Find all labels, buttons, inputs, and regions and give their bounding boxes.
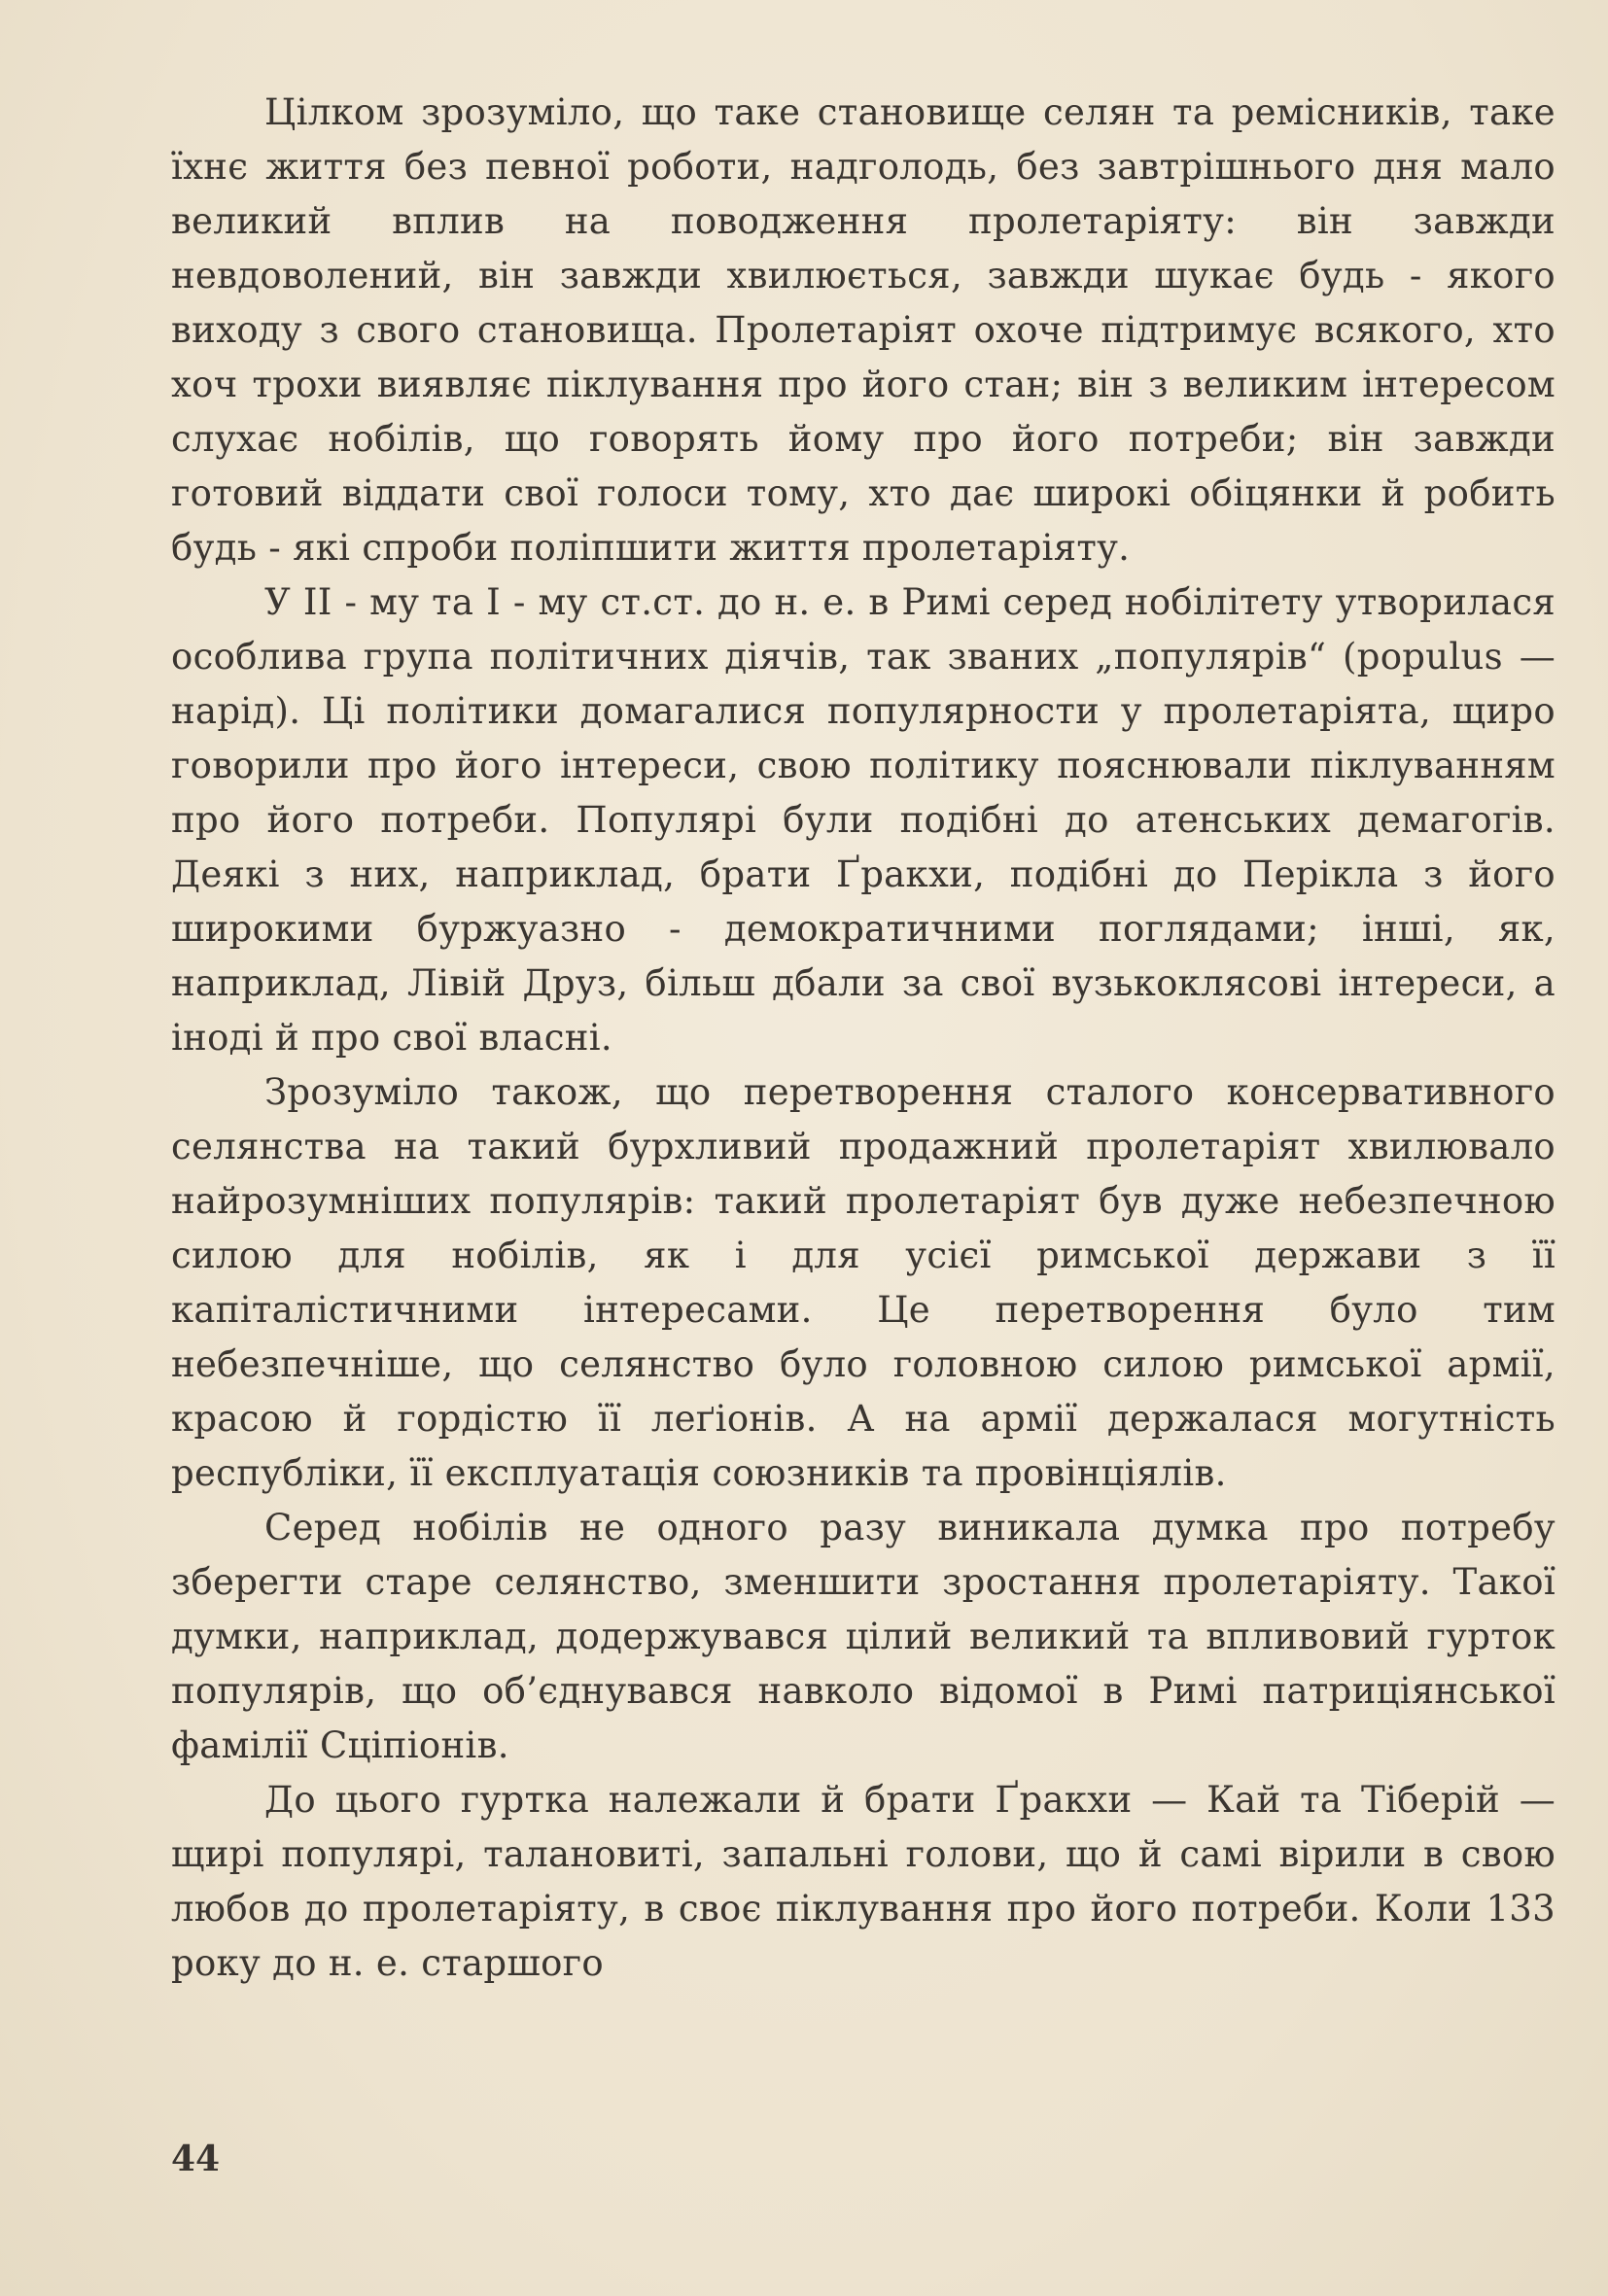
paragraph-2: У ІІ - му та І - му ст.ст. до н. е. в Римі серед нобілітету утворилася особлива група політичних діячів, так званих „популярів“ (populus — нарід). Ці політики домагалися популярности у пролетаріята, щиро говорили про його інтереси, свою політику пояснювали піклуванням про його потреби. Популярі були подібні до атенських демагогів. Деякі з них, наприклад, брати Ґракхи, подібні до Перікла з його широкими буржуазно - демократичними поглядами; інші, як, наприклад, Лівій Друз, більш дбали за свої вузькоклясові інтереси, а іноді й про свої власні. [171,581,1556,1059]
page-number: 44 [171,2139,221,2179]
paragraph-4: Серед нобілів не одного разу виникала думка про потребу зберегти старе селянство, зменшити зростання пролетаріяту. Такої думки, наприклад, додержувався цілий великий та впливовий гурток популярів, що об’єднувався навколо відомої в Римі патриціянської фамілії Сціпіонів. [171,1507,1556,1766]
paragraph-1: Цілком зрозуміло, що таке становище селян та ремісників, таке їхнє життя без певної роботи, надголодь, без завтрішнього дня мало великий вплив на поводження пролетаріяту: він завжди невдоволений, він завжди хвилюється, завжди шукає будь - якого виходу з свого становища. Пролетаріят охоче підтримує всякого, хто хоч трохи виявляє піклування про його стан; він з великим інтересом слухає нобілів, що говорять йому про його потреби; він завжди готовий віддати свої голоси тому, хто дає широкі обіцянки й робить будь - які спроби поліпшити життя пролетаріяту. [171,91,1556,569]
page-body-text [171,86,1556,1991]
paragraph-3: Зрозуміло також, що перетворення сталого консервативного селянства на такий бурхливий продажний пролетаріят хвилювало найрозумніших популярів: такий пролетаріят був дуже небезпечною силою для нобілів, як і для усієї римської держави з її капіталістичними інтересами. Це перетворення було тим небезпечніше, що селянство було головною силою римської армії, красою й гордістю її леґіонів. А на армії держалася могутність республіки, її експлуатація союзників та провінціялів. [171,1071,1556,1494]
paragraph-5: До цього гуртка належали й брати Ґракхи — Кай та Тіберій — щирі популярі, талановиті, запальні голови, що й самі вірили в свою любов до пролетаріяту, в своє піклування про його потреби. Коли 133 року до н. е. старшого [171,1779,1556,1984]
